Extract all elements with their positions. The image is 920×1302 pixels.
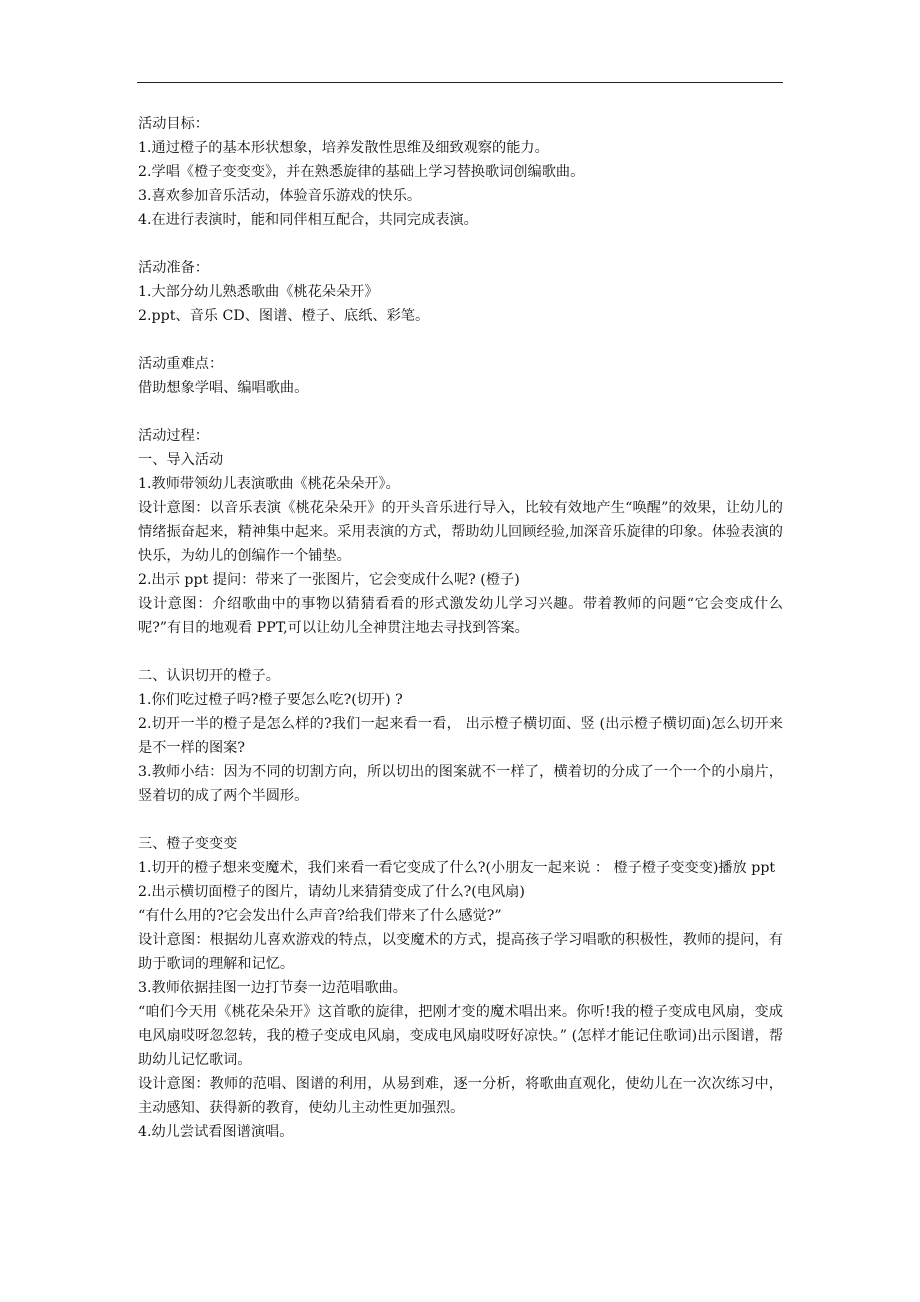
design-intent: 设计意图：以音乐表演《桃花朵朵开》的开头音乐进行导入，比较有效地产生“唤醒”的效果，让幼儿的情绪振奋起来，精神集中起来。采用表演的方式，帮助幼儿回顾经验,加深音乐旋律的印象。体验表演的快乐，为幼儿的创编作一个铺垫。 bbox=[138, 500, 783, 564]
key-points-text: 借助想象学唱、编唱歌曲。 bbox=[138, 380, 309, 396]
spacer bbox=[138, 328, 783, 352]
teacher-summary: 3.教师小结：因为不同的切割方向，所以切出的图案就不一样了，横着切的分成了一个一个的小扇片，竖着切的成了两个半圆形。 bbox=[138, 764, 783, 804]
goal-item: 4.在进行表演时，能和同伴相互配合，共同完成表演。 bbox=[138, 212, 478, 228]
goal-item: 2.学唱《橙子变变变》，并在熟悉旋律的基础上学习替换歌词创编歌曲。 bbox=[138, 164, 585, 180]
preparation-heading: 活动准备： bbox=[138, 260, 209, 276]
preparation-item: 1.大部分幼儿熟悉歌曲《桃花朵朵开》 bbox=[138, 284, 379, 300]
section-title: 一、导入活动 bbox=[138, 452, 224, 468]
spacer bbox=[138, 808, 783, 832]
song-lyrics-quote: “咱们今天用《桃花朵朵开》这首歌的旋律，把刚才变的魔术唱出来。你听!我的橙子变成电风扇，变成电风扇哎呀忽忽转，我的橙子变成电风扇，变成电风扇哎呀好凉快。” (怎样才能记住歌词)出示图谱，帮助幼儿记忆歌词。 bbox=[138, 1004, 783, 1068]
spacer bbox=[138, 232, 783, 256]
process-heading: 活动过程： bbox=[138, 428, 209, 444]
header-rule bbox=[137, 82, 783, 83]
section-title: 二、认识切开的橙子。 bbox=[138, 668, 280, 684]
design-intent: 设计意图：教师的范唱、图谱的利用，从易到难，逐一分析，将歌曲直观化，使幼儿在一次次练习中，主动感知、获得新的教育，使幼儿主动性更加强烈。 bbox=[138, 1076, 783, 1116]
spacer bbox=[138, 400, 783, 424]
process-item: 3.教师依据挂图一边打节奏一边范唱歌曲。 bbox=[138, 980, 407, 996]
document-body bbox=[138, 112, 783, 1144]
key-points-heading: 活动重难点： bbox=[138, 356, 224, 372]
preparation-item: 2.ppt、音乐 CD、图谱、橙子、底纸、彩笔。 bbox=[138, 308, 430, 324]
design-intent: 设计意图：介绍歌曲中的事物以猜猜看看的形式激发幼儿学习兴趣。带着教师的问题“它会变成什么呢?”有目的地观看 PPT,可以让幼儿全神贯注地去寻找到答案。 bbox=[138, 596, 783, 636]
process-item: 1.教师带领幼儿表演歌曲《桃花朵朵开》。 bbox=[138, 476, 400, 492]
process-item: 4.幼儿尝试看图谱演唱。 bbox=[138, 1124, 294, 1140]
section-title: 三、橙子变变变 bbox=[138, 836, 238, 852]
goal-item: 3.喜欢参加音乐活动，体验音乐游戏的快乐。 bbox=[138, 188, 422, 204]
spacer bbox=[138, 640, 783, 664]
process-item: 2.出示横切面橙子的图片，请幼儿来猜猜变成了什么?(电风扇) bbox=[138, 884, 525, 900]
process-item: 1.切开的橙子想来变魔术，我们来看一看它变成了什么?(小朋友一起来说 ： 橙子橙子变变变)播放 ppt bbox=[138, 860, 776, 876]
process-item: 2.切开一半的橙子是怎么样的?我们一起来看一看， 出示橙子横切面、竖 (出示橙子横切面)怎么切开来是不一样的图案? bbox=[138, 716, 783, 756]
design-intent: 设计意图：根据幼儿喜欢游戏的特点，以变魔术的方式，提高孩子学习唱歌的积极性，教师的提问，有助于歌词的理解和记忆。 bbox=[138, 932, 783, 972]
process-item: 2.出示 ppt 提问：带来了一张图片，它会变成什么呢? (橙子) bbox=[138, 572, 520, 588]
goal-item: 1.通过橙子的基本形状想象，培养发散性思维及细致观察的能力。 bbox=[138, 140, 549, 156]
teacher-question: “有什么用的?它会发出什么声音?给我们带来了什么感觉?” bbox=[138, 908, 502, 924]
goals-heading: 活动目标： bbox=[138, 116, 209, 132]
process-item: 1.你们吃过橙子吗?橙子要怎么吃?(切开) ? bbox=[138, 692, 403, 708]
